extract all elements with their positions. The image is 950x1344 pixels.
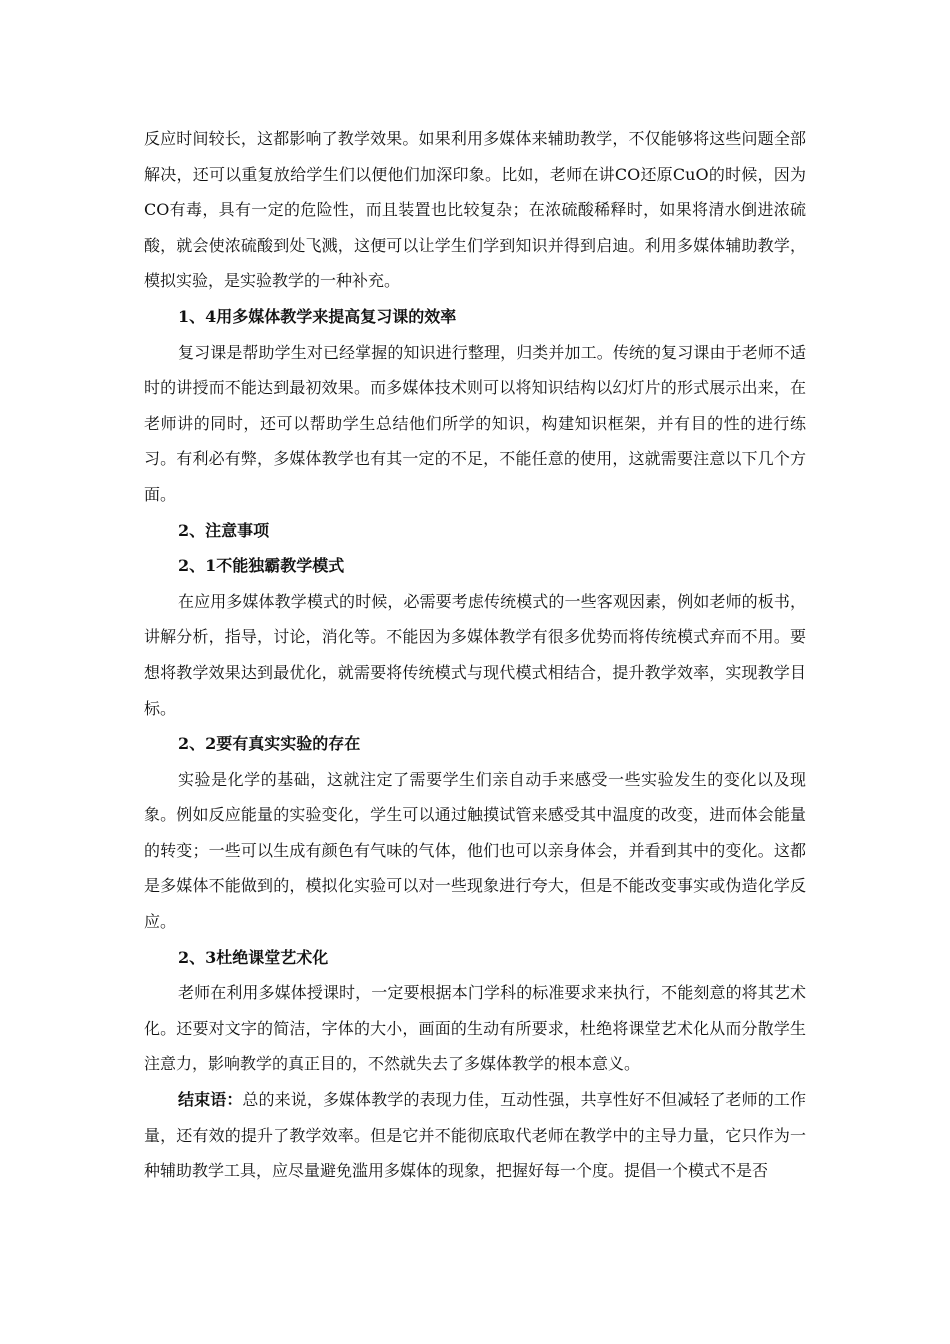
section-heading: 2、3杜绝课堂艺术化 (178, 947, 329, 967)
body-paragraph: 老师在利用多媒体授课时，一定要根据本门学科的标准要求来执行，不能刻意的将其艺术化。还要对文字的简洁，字体的大小，画面的生动有所要求，杜绝将课堂艺术化从而分散学生注意力，影响教学的真正目的，不然就失去了多媒体教学的根本意义。 (144, 983, 806, 1074)
body-paragraph: 复习课是帮助学生对已经掌握的知识进行整理，归类并加工。传统的复习课由于老师不适时的讲授而不能达到最初效果。而多媒体技术则可以将知识结构以幻灯片的形式展示出来，在老师讲的同时，还可以帮助学生总结他们所学的知识，构建知识框架，并有目的性的进行练习。有利必有弊，多媒体教学也有其一定的不足，不能任意的使用，这就需要注意以下几个方面。 (144, 342, 806, 504)
section-heading: 2、注意事项 (178, 520, 270, 540)
conclusion-text: 总的来说，多媒体教学的表现力佳，互动性强，共享性好不但减轻了老师的工作量，还有效的提升了教学效率。但是它并不能彻底取代老师在教学中的主导力量，它只作为一种辅助教学工具，应尽量避免滥用多媒体的现象，把握好每一个度。提倡一个模式不是否 (144, 1090, 806, 1181)
section-heading: 1、4用多媒体教学来提高复习课的效率 (178, 306, 457, 326)
body-paragraph: 实验是化学的基础，这就注定了需要学生们亲自动手来感受一些实验发生的变化以及现象。例如反应能量的实验变化，学生可以通过触摸试管来感受其中温度的改变，进而体会能量的转变；一些可以生成有颜色有气味的气体，他们也可以亲身体会，并看到其中的变化。这都是多媒体不能做到的，模拟化实验可以对一些现象进行夸大，但是不能改变事实或伪造化学反应。 (144, 769, 806, 932)
body-paragraph: 反应时间较长，这都影响了教学效果。如果利用多媒体来辅助教学，不仅能够将这些问题全部解决，还可以重复放给学生们以便他们加深印象。比如，老师在讲CO还原CuO的时候，因为CO有毒，具有一定的危险性，而且装置也比较复杂；在浓硫酸稀释时，如果将清水倒进浓硫酸，就会使浓硫酸到处飞溅，这便可以让学生们学到知识并得到启迪。利用多媒体辅助教学，模拟实验，是实验教学的一种补充。 (144, 129, 806, 291)
section-heading: 2、2要有真实实验的存在 (178, 734, 361, 754)
section-heading: 2、1不能独霸教学模式 (178, 556, 345, 576)
document-body (144, 121, 806, 1189)
conclusion-paragraph (144, 1082, 806, 1189)
body-paragraph: 在应用多媒体教学模式的时候，必需要考虑传统模式的一些客观因素，例如老师的板书，讲解分析，指导，讨论，消化等。不能因为多媒体教学有很多优势而将传统模式弃而不用。要想将教学效果达到最优化，就需要将传统模式与现代模式相结合，提升教学效率，实现教学目标。 (144, 591, 806, 718)
conclusion-label: 结束语： (178, 1090, 243, 1110)
